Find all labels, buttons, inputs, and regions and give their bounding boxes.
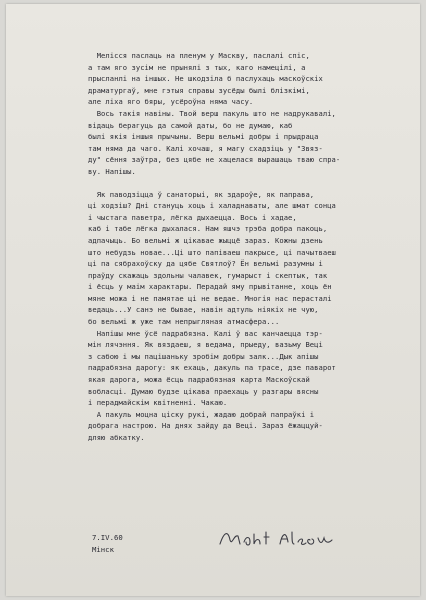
text-line: відаць берагуць да самой даты, бо не думаю, каб xyxy=(88,120,293,130)
text-line: ду" сёння заўтра, без цябе не хацелася вырашаць тваю спра- xyxy=(88,155,341,165)
text-line: прысланлі на іншых. Не шкодзіла б паслухаць маскоўскіх xyxy=(88,74,323,84)
text-line: былі якія іншыя прычыны. Верш вельмі добры і прыдраца xyxy=(88,132,319,142)
text-line: ведаць...У санэ не бывае, навін адтуль ніякіх не чую, xyxy=(88,305,319,315)
text-line: Напішы мне ўсё падрабязна. Калі ў вас канчаецца тэр- xyxy=(88,328,323,338)
text-line: што небудзь новае...Ці што папіваеш пакрысе, ці пачытваеш xyxy=(88,247,336,257)
text-line: і чыстага паветра, лёгка дыхаецца. Вось і хадае, xyxy=(88,212,297,222)
text-line: Як паводзіцца ў санаторыі, як здароўе, як паправа, xyxy=(88,189,315,199)
text-line: і ёсць у маім характары. Перадай яму прывітанне, хоць ён xyxy=(88,282,332,292)
letter-sheet xyxy=(6,4,420,596)
text-line: добрага настрою. На днях зайду да Веці. Зараз ёжаццуй- xyxy=(88,421,323,431)
handwritten-signature xyxy=(216,526,336,552)
text-line: ці па сябрахоўску да цябе Святлоў? Ён вельмі разумны і xyxy=(88,259,323,269)
text-line: падрабязна дарогу: як ехаць, дакуль па трасе, дзе паварот xyxy=(88,363,336,373)
text-line: і перадмайскім квітненні. Чакаю. xyxy=(88,398,228,408)
paragraph-gap xyxy=(88,178,406,189)
letter-date: 7.IV.60 xyxy=(92,533,123,542)
text-line: каб і табе лёгка дыхалася. Нам яшчэ трэба добра пакоць, xyxy=(88,224,328,234)
text-line: Вось такія навіны. Твой верш пакуль што не надрукавалі, xyxy=(88,108,336,118)
paragraph xyxy=(88,409,406,444)
text-line: ці ходзіш? Дні стануць хоць і халаднаваты, але шмат сонца xyxy=(88,201,336,211)
letter-place: Мінск xyxy=(92,545,114,554)
text-line: А пакуль моцна ціску рукі, жадаю добрай папраўкі і xyxy=(88,409,315,419)
paragraph xyxy=(88,189,406,328)
text-line: вобласці. Думаю будзе цікава праехаць у разгары вясны xyxy=(88,386,319,396)
text-line: бо вельмі ж уже там непрыгляная атмасфера... xyxy=(88,317,280,327)
paragraph xyxy=(88,328,406,409)
paragraph xyxy=(88,108,406,178)
text-line: а там яго зусім не прынялі з тых, каго намецілі, а xyxy=(88,62,306,72)
paragraph xyxy=(88,50,406,108)
text-line: мін лячэння. Як вяздаеш, я ведама, прыеду, вазьму Веці xyxy=(88,340,323,350)
text-line: Мелісся паслаць на пленум у Маскву, паслалі спіс, xyxy=(88,51,310,60)
text-line: з сабою і мы пацішаньку зробім добры залк...Дык апішы xyxy=(88,351,319,361)
text-line: адпачыць. Бо вельмі ж цікавае жыццё зараз. Кожны дзень xyxy=(88,235,323,245)
text-line: драматургаў, мне гэтыя справы зусёды былі блізкімі, xyxy=(88,85,310,95)
text-line: мяне можа і не памятае ці не ведае. Многія нас перасталі xyxy=(88,293,332,303)
letter-body xyxy=(88,50,406,444)
text-line: ву. Напішы. xyxy=(88,166,136,176)
text-line: якая дарога, можа ёсць падрабязная карта Маскоўскай xyxy=(88,375,310,385)
text-line: праўду скажаць здольны чалавек, гумарыст і скептык, так xyxy=(88,270,328,280)
text-line: там няма да чаго. Калі хочаш, я магу схадзіць у "Звяз- xyxy=(88,143,323,153)
text-line: дляю абкатку. xyxy=(88,433,145,442)
text-line: але ліха яго бяры, усёроўна няма часу. xyxy=(88,97,254,107)
